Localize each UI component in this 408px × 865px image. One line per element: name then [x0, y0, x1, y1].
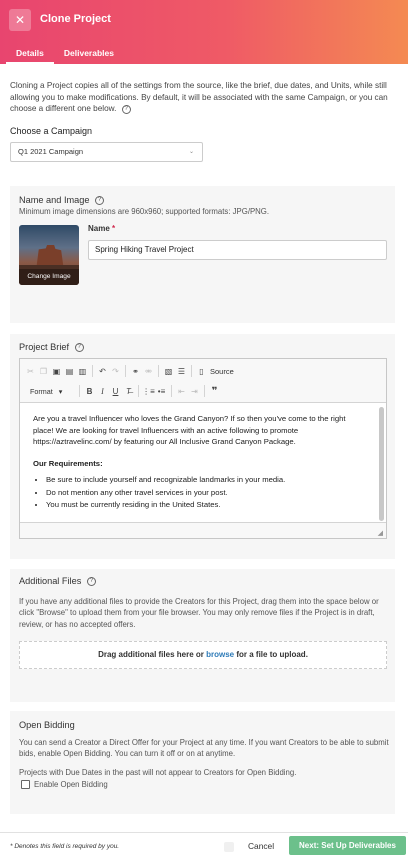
link-icon[interactable]: ⚭ [132, 366, 139, 376]
tab-details[interactable]: Details [6, 44, 54, 64]
editor-scrollbar[interactable] [379, 407, 384, 521]
unlink-icon[interactable]: ⚮ [145, 366, 152, 376]
project-brief-section [10, 334, 395, 559]
bullet-list-icon[interactable]: •≡ [157, 386, 166, 396]
info-icon[interactable]: ? [75, 343, 84, 352]
info-icon[interactable]: ? [122, 105, 131, 114]
horizontal-rule-icon[interactable]: ☰ [177, 366, 186, 376]
section-title: Project Brief ? [19, 342, 84, 352]
image-hint: Minimum image dimensions are 960x960; supported formats: JPG/PNG. [19, 207, 270, 216]
blockquote-icon[interactable]: ❞ [211, 385, 218, 397]
cut-icon[interactable]: ✂ [27, 366, 34, 376]
redo-icon[interactable]: ↷ [112, 366, 119, 376]
indent-icon[interactable]: ⇥ [191, 386, 198, 396]
list-item: • You must be currently residing in the United States. [46, 499, 365, 511]
italic-icon[interactable]: I [101, 386, 104, 396]
bidding-description: You can send a Creator a Direct Offer for your Project at any time. If you want Creators to be able to submit bids, enable Open Bidding. You can turn it off or on at anytime. [19, 738, 389, 759]
source-icon[interactable]: ▯ [199, 366, 204, 376]
close-button[interactable] [9, 9, 31, 31]
cancel-button[interactable]: Cancel [248, 841, 275, 851]
change-image-button[interactable]: Change Image [19, 269, 79, 285]
required-footnote: * Denotes this field is required by you. [10, 843, 120, 850]
campaign-selected-value: Q1 2021 Campaign [18, 147, 84, 156]
bidding-note: Projects with Due Dates in the past will not appear to Creators for Open Bidding. [19, 768, 297, 777]
bold-icon[interactable]: B [86, 386, 93, 396]
enable-bidding-row[interactable] [21, 779, 108, 790]
info-icon[interactable]: ? [95, 196, 104, 205]
checkbox-label: Enable Open Bidding [34, 780, 108, 789]
requirements-heading: Our Requirements: [33, 459, 103, 469]
resize-handle-icon[interactable]: ◢ [377, 530, 383, 537]
format-dropdown[interactable]: Format ▾ [30, 386, 63, 396]
requirements-list [46, 474, 365, 511]
editor-status-bar [20, 522, 386, 538]
close-icon: ✕ [14, 13, 26, 27]
required-marker: * [112, 224, 116, 233]
next-button[interactable]: Next: Set Up Deliverables [289, 836, 406, 855]
outdent-icon[interactable]: ⇤ [178, 386, 185, 396]
name-input[interactable]: Spring Hiking Travel Project [88, 240, 387, 260]
image-icon[interactable]: ▧ [164, 366, 173, 376]
intro-paragraph: Cloning a Project copies all of the settings from the source, like the brief, due dates, and Units, while still allowing you to make modifications. By default, it will be associated with the same Campaign, or you can choose a different one below. [10, 81, 388, 114]
chevron-down-icon: ⌄ [188, 149, 194, 155]
campaign-label: Choose a Campaign [10, 126, 93, 136]
browse-link[interactable]: browse [206, 650, 235, 659]
list-item: • Do not mention any other travel services in your post. [46, 487, 365, 499]
list-item: • Be sure to include yourself and recognizable landmarks in your media. [46, 474, 365, 486]
paste-text-icon[interactable]: ▤ [65, 366, 74, 376]
section-title: Name and Image ? [19, 195, 104, 205]
section-title: Open Bidding [19, 720, 75, 730]
name-label: Name * [88, 224, 116, 233]
modal-footer [0, 832, 408, 865]
modal-title: Clone Project [40, 13, 111, 25]
open-bidding-section [10, 711, 395, 814]
rich-text-editor [19, 358, 387, 539]
additional-files-section [10, 569, 395, 702]
paste-word-icon[interactable]: ▥ [78, 366, 87, 376]
project-image[interactable] [19, 225, 79, 285]
info-icon[interactable]: ? [87, 577, 96, 586]
intro-text [10, 80, 398, 115]
modal-header [0, 0, 408, 64]
file-dropzone[interactable]: Drag additional files here or browse for a file to upload. [19, 641, 387, 669]
files-description: If you have any additional files to provide the Creators for this Project, drag them into the space below or click "Browse" to upload them from your file browser. You may only remove files if the Project is in draft, review, or has no accepted offers. [19, 597, 379, 629]
tab-bar [6, 44, 124, 64]
tab-deliverables[interactable]: Deliverables [63, 48, 114, 58]
remove-format-icon[interactable]: T̶ [126, 386, 131, 396]
spacer-box [224, 842, 234, 852]
copy-icon[interactable]: ❐ [39, 366, 48, 376]
numbered-list-icon[interactable]: ⋮≡ [142, 386, 155, 396]
paste-icon[interactable]: ▣ [52, 366, 61, 376]
name-image-section [10, 186, 395, 323]
undo-icon[interactable]: ↶ [99, 366, 106, 376]
editor-toolbar [20, 359, 386, 403]
source-button[interactable]: Source [210, 366, 234, 376]
brief-paragraph: Are you a travel Influencer who loves the Grand Canyon? If so then you've come to the right place! We are looking for travel Influencers with an active following to promote https://aztravelinc.com/ by featuring our All Inclusive Grand Canyon Package. [33, 414, 346, 447]
enable-bidding-checkbox[interactable] [21, 780, 30, 789]
section-title: Additional Files ? [19, 576, 96, 586]
editor-content[interactable] [21, 404, 377, 523]
underline-icon[interactable]: U [112, 386, 119, 396]
campaign-select[interactable] [10, 142, 203, 162]
